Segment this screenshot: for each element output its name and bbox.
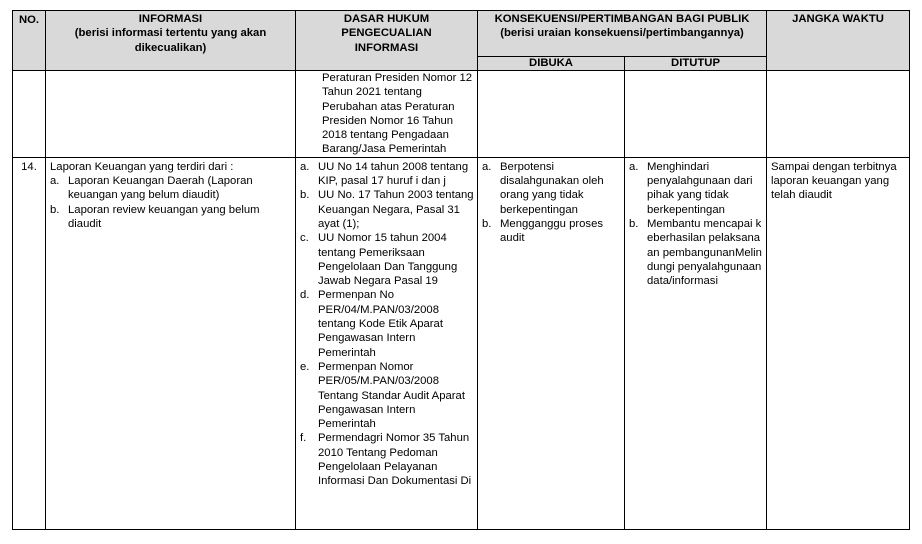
list-item	[300, 231, 474, 288]
dasar-hukum-list	[300, 160, 474, 489]
list-item	[300, 431, 474, 488]
table-row-14	[13, 157, 910, 529]
list-marker: a.	[300, 160, 310, 173]
list-marker: a.	[629, 160, 639, 173]
list-item	[482, 217, 621, 246]
informasi-cell	[46, 157, 296, 529]
row-number: 14.	[13, 157, 46, 529]
list-marker: f.	[300, 432, 307, 445]
header-dibuka: DIBUKA	[478, 57, 625, 71]
cont-dibuka-cell	[478, 71, 625, 158]
list-text: Permenpan Nomor PER/05/M.PAN/03/2008 Tentang Standar Audit Aparat Pengawasan Intern Pemerintah	[318, 360, 465, 431]
list-marker: b.	[50, 203, 60, 216]
header-informasi-sub: (berisi informasi tertentu yang akan dikecualikan)	[74, 27, 267, 54]
list-text: Permenpan No PER/04/M.PAN/03/2008 tentang Kode Etik Aparat Pengawasan Intern Pemerintah	[318, 289, 443, 359]
list-marker: b.	[300, 189, 310, 202]
list-marker: d.	[300, 289, 310, 302]
cont-jangka-cell	[767, 71, 910, 158]
header-konsekuensi-title: KONSEKUENSI/PERTIMBANGAN BAGI PUBLIK	[494, 13, 750, 25]
ditutup-list	[629, 160, 763, 289]
exception-table	[12, 10, 910, 530]
cont-ditutup-cell	[625, 71, 767, 158]
header-informasi	[46, 11, 296, 71]
dibuka-list	[482, 160, 621, 246]
list-text: Mengganggu proses audit	[500, 217, 604, 245]
jangka-waktu-cell: Sampai dengan terbitnya laporan keuangan yang telah diaudit	[767, 157, 910, 529]
list-text: Menghindari penyalahgunaan dari pihak yang tidak berkepentingan	[647, 160, 753, 216]
list-marker: a.	[482, 160, 492, 173]
list-text: Membantu mencapai keberhasilan pelaksanaan pembangunanMelindungi penyalahgunaan data/informasi	[647, 217, 762, 288]
list-item	[300, 188, 474, 231]
ditutup-cell	[625, 157, 767, 529]
list-marker: b.	[629, 217, 639, 230]
list-marker: b.	[482, 217, 492, 230]
list-item	[629, 160, 763, 217]
header-konsekuensi-sub: (berisi uraian konsekuensi/pertimbangannya)	[500, 27, 744, 40]
header-informasi-title: INFORMASI	[138, 13, 203, 25]
list-marker: c.	[300, 232, 309, 245]
header-jangka-waktu: JANGKA WAKTU	[767, 11, 910, 71]
list-item	[50, 203, 292, 232]
list-item	[300, 360, 474, 431]
cont-informasi-cell	[46, 71, 296, 158]
list-text: Permendagri Nomor 35 Tahun 2010 Tentang Pedoman Pengelolaan Pelayanan Informasi Dan Dokumentasi Di	[318, 432, 472, 488]
list-text: UU No 14 tahun 2008 tentang KIP, pasal 17 huruf i dan j	[318, 160, 469, 188]
list-item	[300, 160, 474, 189]
header-no: NO.	[13, 11, 46, 71]
list-marker: e.	[300, 360, 310, 373]
header-konsekuensi	[478, 11, 767, 57]
dibuka-cell	[478, 157, 625, 529]
list-text: UU Nomor 15 tahun 2004 tentang Pemeriksaan Pengelolaan Dan Tanggung Jawab Negara Pasal 19	[318, 232, 458, 288]
header-ditutup: DITUTUP	[625, 57, 767, 71]
dasar-hukum-cell	[296, 157, 478, 529]
list-text: UU No. 17 Tahun 2003 tentang Keuangan Negara, Pasal 31 ayat (1);	[318, 189, 474, 230]
informasi-intro: Laporan Keuangan yang terdiri dari :	[50, 160, 234, 173]
list-item	[300, 288, 474, 359]
continuation-row	[13, 71, 910, 158]
list-item	[482, 160, 621, 217]
list-item	[629, 217, 763, 288]
cont-no-cell	[13, 71, 46, 158]
list-marker: a.	[50, 175, 60, 188]
informasi-list	[50, 174, 292, 231]
header-dasar-hukum: DASAR HUKUM PENGECUALIAN INFORMASI	[296, 11, 478, 71]
list-item	[50, 174, 292, 203]
cont-dasar-text: Peraturan Presiden Nomor 12 Tahun 2021 tentang Perubahan atas Peraturan Presiden Nomor 16 Tahun 2018 tentang Pengadaan Barang/Jasa Pemerintah	[322, 72, 473, 156]
cont-dasar-cell	[296, 71, 478, 158]
list-text: Berpotensi disalahgunakan oleh orang yang tidak berkepentingan	[500, 160, 604, 216]
list-text: Laporan review keuangan yang belum diaudit	[68, 203, 260, 230]
list-text: Laporan Keuangan Daerah (Laporan keuangan yang belum diaudit)	[68, 175, 253, 202]
